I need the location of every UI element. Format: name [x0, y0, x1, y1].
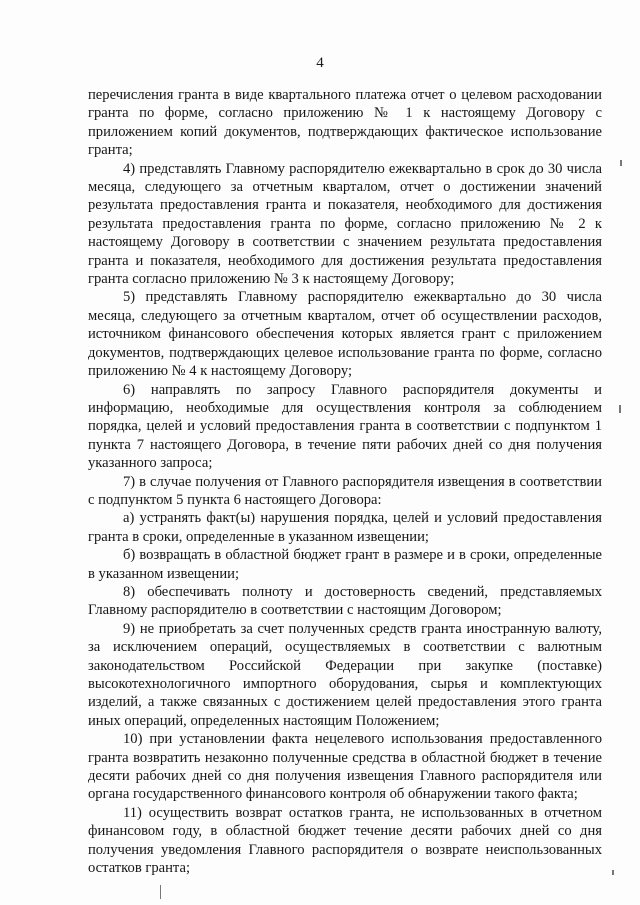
scan-speck: [160, 885, 161, 899]
paragraph-item-6: 6) направлять по запросу Главного распорядителя документы и информацию, необходимые для осуществления контроля за соблюдением порядка, целей и условий предоставления гранта в соответствии с подпунктом 1 пункта 7 настоящего Договора, в течение пяти рабочих дней со дня получения указанного запроса;: [88, 381, 602, 472]
paragraph-item-11: 11) осуществить возврат остатков гранта, не использованных в отчетном финансовом году, в областной бюджет течение десяти рабочих дней со дня получения уведомления Главного распорядителя о возврате неиспользованных остатков гранта;: [88, 804, 602, 877]
paragraph-item-7b: б) возвращать в областной бюджет грант в размере и в сроки, определенные в указанном извещении;: [88, 547, 602, 582]
paragraph-item-8: 8) обеспечивать полноту и достоверность сведений, представляемых Главному распорядителю в соответствии с настоящим Договором;: [88, 583, 602, 619]
paragraph-continuation: перечисления гранта в виде квартального платежа отчет о целевом расходовании гранта по форме, согласно приложению № 1 к настоящему Договору с приложением копий документов, подтверждающих фактическое использование гранта;: [88, 87, 602, 159]
scan-speck: [620, 160, 622, 166]
document-body: [88, 86, 602, 877]
paragraph-item-7: 7) в случае получения от Главного распорядителя извещения в соответствии с подпунктом 5 пункта 6 настоящего Договора:: [88, 473, 602, 508]
scan-speck: [619, 405, 621, 413]
page-number: 4: [316, 55, 324, 71]
scan-speck: [612, 870, 614, 875]
paragraph-item-5: 5) представлять Главному распорядителю ежеквартально до 30 числа месяца, следующего за отчетным кварталом, отчет об осуществлении расходов, источником финансового обеспечения которых является грант с приложением документов, подтверждающих целевое использование гранта по форме, согласно приложению № 4 к настоящему Договору;: [88, 289, 602, 380]
paragraph-item-10: 10) при установлении факта нецелевого использования предоставленного гранта возвратить незаконно полученные средства в областной бюджет в течение десяти рабочих дней со дня получения извещения Главного распорядителя или органа государственного финансового контроля об обнаружении такого факта;: [88, 731, 602, 803]
paragraph-item-9: 9) не приобретать за счет полученных средств гранта иностранную валюту, за исключением операций, осуществляемых в соответствии с валютным законодательством Российской Федерации при закупке (поставке) высокотехнологичного импортного оборудования, сырья и комплектующих изделий, а также связанных с достижением целей предоставления этого гранта иных операций, определенных настоящим Положением;: [88, 620, 602, 729]
paragraph-item-7a: а) устранять факт(ы) нарушения порядка, целей и условий предоставления гранта в сроки, определенные в указанном извещении;: [88, 510, 602, 545]
paragraph-item-4: 4) представлять Главному распорядителю ежеквартально в срок до 30 числа месяца, следующего за отчетным кварталом, отчет о достижении значений результата предоставления гранта и показателя, необходимого для достижения результата предоставления гранта по форме, согласно приложению № 2 к настоящему Договору в соответствии с значением результата предоставления гранта и показателя, необходимого для достижения результата предоставления гранта согласно приложению № 3 к настоящему Договору;: [88, 160, 602, 288]
